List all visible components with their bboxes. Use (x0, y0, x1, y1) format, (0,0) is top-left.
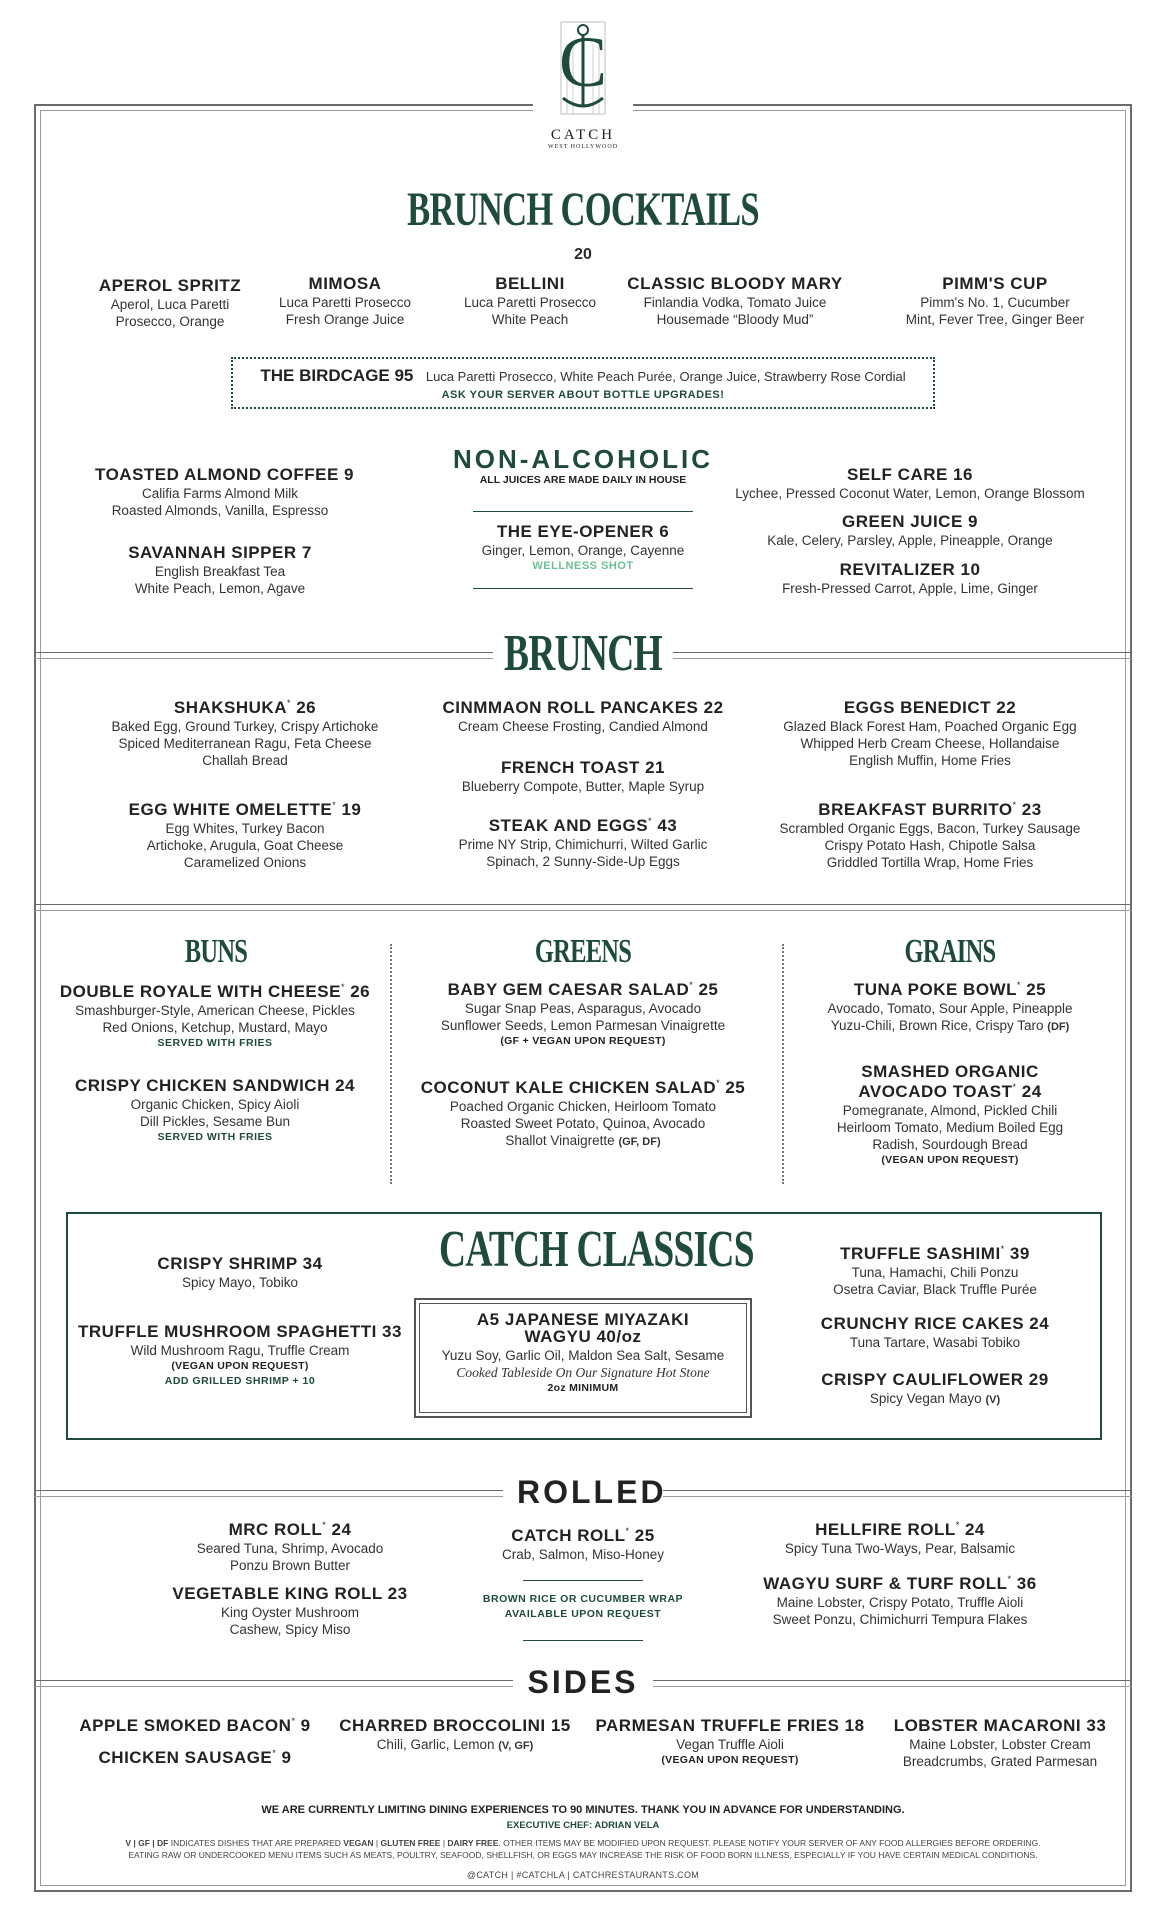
greens-baby-gem-caesar: BABY GEM CAESAR SALAD* 25 Sugar Snap Peas, Asparagus, Avocado Sunflower Seeds, Lemon Parmesan Vinaigrette (GF + VEGAN UPON REQUEST) (440, 980, 726, 1047)
brunch-steak-and-eggs: STEAK AND EGGS* 43 Prime NY Strip, Chimichurri, Wilted Garlic Spinach, 2 Sunny-Side-Up Eggs (458, 816, 708, 869)
catch-logo (533, 14, 633, 154)
classics-a5-wagyu: A5 JAPANESE MIYAZAKI WAGYU 40/oz Yuzu Soy, Garlic Oil, Maldon Sea Salt, Sesame Cooked Tableside On Our Signature Hot Stone 2oz MINIMUM (441, 1310, 725, 1394)
rolled-hellfire-roll: HELLFIRE ROLL* 24 Spicy Tuna Two-Ways, Pear, Balsamic (784, 1520, 1016, 1556)
buns-crispy-chicken-sandwich: CRISPY CHICKEN SANDWICH 24 Organic Chicken, Spicy Aioli Dill Pickles, Sesame Bun SERVED WITH FRIES (74, 1076, 355, 1143)
rolled-divider-bottom (523, 1640, 643, 1641)
buns-title: BUNS (184, 933, 248, 970)
rolled-title: ROLLED (503, 1474, 663, 1511)
rolled-wagyu-surf-turf-roll: WAGYU SURF & TURF ROLL* 36 Maine Lobster, Crispy Potato, Truffle Aioli Sweet Ponzu, Chimichurri Tempura Flakes (763, 1574, 1037, 1627)
rolled-wrap-note: BROWN RICE OR CUCUMBER WRAP AVAILABLE UPON REQUEST (482, 1593, 684, 1620)
brunch-eggs-benedict: EGGS BENEDICT 22 Glazed Black Forest Ham, Poached Organic Egg Whipped Herb Cream Cheese, Hollandaise English Muffin, Home Fries (783, 698, 1077, 768)
sides-apple-smoked-bacon: APPLE SMOKED BACON* 9 (79, 1716, 311, 1735)
rolled-vegetable-king-roll: VEGETABLE KING ROLL 23 King Oyster Mushroom Cashew, Spicy Miso (172, 1584, 408, 1637)
bowls-rule-bottom (34, 910, 1132, 911)
nonalc-savannah-sipper: SAVANNAH SIPPER 7 English Breakfast Tea White Peach, Lemon, Agave (128, 543, 312, 596)
classics-truffle-sashimi: TRUFFLE SASHIMI* 39 Tuna, Hamachi, Chili Ponzu Osetra Caviar, Black Truffle Purée (833, 1244, 1037, 1297)
brunch-egg-white-omelette: EGG WHITE OMELETTE* 19 Egg Whites, Turkey Bacon Artichoke, Arugula, Goat Cheese Caramelized Onions (128, 800, 362, 870)
cocktails-title: BRUNCH COCKTAILS (407, 183, 759, 236)
birdcage-note: ASK YOUR SERVER ABOUT BOTTLE UPGRADES! (441, 389, 725, 401)
brunch-french-toast: FRENCH TOAST 21 Blueberry Compote, Butter, Maple Syrup (461, 758, 705, 794)
nonalc-green-juice: GREEN JUICE 9 Kale, Celery, Parsley, Apple, Pineapple, Orange (767, 512, 1053, 548)
nonalc-title: NON-ALCOHOLIC (453, 444, 713, 474)
cocktail-pimms-cup: PIMM'S CUP Pimm's No. 1, Cucumber Mint, Fever Tree, Ginger Beer (905, 274, 1085, 327)
greens-coconut-kale-chicken: COCONUT KALE CHICKEN SALAD* 25 Poached Organic Chicken, Heirloom Tomato Roasted Sweet Potato, Quinoa, Avocado Shallot Vinaigrette (GF, DF) (420, 1078, 746, 1148)
footer-executive-chef: EXECUTIVE CHEF: ADRIAN VELA (506, 1820, 660, 1831)
column-divider-left (390, 944, 392, 1184)
cocktails-price: 20 (574, 246, 592, 263)
grains-smashed-avocado-toast: SMASHED ORGANIC AVOCADO TOAST* 24 Pomegranate, Almond, Pickled Chili Heirloom Tomato, Medium Boiled Egg Radish, Sourdough Bread (VEGAN UPON REQUEST) (836, 1062, 1064, 1166)
logo-location: WEST HOLLYWOOD (547, 144, 619, 150)
brunch-title: BRUNCH (504, 625, 662, 682)
anchor-logo-icon (533, 14, 633, 124)
sides-chicken-sausage: CHICKEN SAUSAGE* 9 (98, 1748, 292, 1767)
grains-title: GRAINS (904, 933, 996, 970)
cocktail-classic-bloody-mary: CLASSIC BLOODY MARY Finlandia Vodka, Tomato Juice Housemade “Bloody Mud” (627, 274, 843, 327)
nonalc-toasted-almond-coffee: TOASTED ALMOND COFFEE 9 Califia Farms Almond Milk Roasted Almonds, Vanilla, Espresso (95, 465, 354, 518)
logo-name: CATCH (550, 127, 616, 143)
classics-crispy-shrimp: CRISPY SHRIMP 34 Spicy Mayo, Tobiko (157, 1254, 323, 1290)
birdcage-line (231, 366, 935, 386)
sides-parmesan-truffle-fries: PARMESAN TRUFFLE FRIES 18 Vegan Truffle Aioli (VEGAN UPON REQUEST) (595, 1716, 865, 1766)
birdcage-name: THE BIRDCAGE 95 (260, 366, 414, 385)
greens-title: GREENS (534, 933, 632, 970)
footer-limit-notice: WE ARE CURRENTLY LIMITING DINING EXPERIENCES TO 90 MINUTES. THANK YOU IN ADVANCE FOR UNDERSTANDING. (261, 1804, 905, 1816)
brunch-shakshuka: SHAKSHUKA* 26 Baked Egg, Ground Turkey, Crispy Artichoke Spiced Mediterranean Ragu, Feta Cheese Challah Bread (111, 698, 379, 768)
classics-crunchy-rice-cakes: CRUNCHY RICE CAKES 24 Tuna Tartare, Wasabi Tobiko (820, 1314, 1050, 1350)
rolled-divider-top (523, 1580, 643, 1581)
column-divider-right (782, 944, 784, 1184)
brunch-cinnamon-roll-pancakes: CINMMAON ROLL PANCAKES 22 Cream Cheese Frosting, Candied Almond (442, 698, 724, 734)
rolled-mrc-roll: MRC ROLL* 24 Seared Tuna, Shrimp, Avocado Ponzu Brown Butter (196, 1520, 384, 1573)
logo-letter: C (558, 22, 608, 102)
nonalc-eye-opener: THE EYE-OPENER 6 Ginger, Lemon, Orange, Cayenne WELLNESS SHOT (481, 522, 685, 572)
nonalc-divider-top (473, 511, 693, 512)
bowls-rule-top (34, 904, 1132, 905)
nonalc-revitalizer: REVITALIZER 10 Fresh-Pressed Carrot, Apple, Lime, Ginger (782, 560, 1038, 596)
grains-tuna-poke-bowl: TUNA POKE BOWL* 25 Avocado, Tomato, Sour Apple, Pineapple Yuzu-Chili, Brown Rice, Crispy Taro (DF) (827, 980, 1073, 1033)
cocktail-aperol-spritz: APEROL SPRITZ Aperol, Luca Paretti Prosecco, Orange (98, 276, 242, 329)
sides-charred-broccolini: CHARRED BROCCOLINI 15 Chili, Garlic, Lemon (V, GF) (339, 1716, 571, 1752)
nonalc-subtitle: ALL JUICES ARE MADE DAILY IN HOUSE (479, 474, 687, 486)
sides-lobster-macaroni: LOBSTER MACARONI 33 Maine Lobster, Lobster Cream Breadcrumbs, Grated Parmesan (893, 1716, 1107, 1769)
sides-title: SIDES (513, 1664, 653, 1701)
rolled-catch-roll: CATCH ROLL* 25 Crab, Salmon, Miso-Honey (501, 1526, 665, 1562)
buns-double-royale: DOUBLE ROYALE WITH CHEESE* 26 Smashburger-Style, American Cheese, Pickles Red Onions, Ketchup, Mustard, Mayo SERVED WITH FRIES (59, 982, 371, 1049)
brunch-breakfast-burrito: BREAKFAST BURRITO* 23 Scrambled Organic Eggs, Bacon, Turkey Sausage Crispy Potato Hash, Chipotle Salsa Griddled Tortilla Wrap, Home Fries (779, 800, 1081, 870)
footer-legend: V | GF | DF INDICATES DISHES THAT ARE PREPARED VEGAN | GLUTEN FREE | DAIRY FREE. OTHER ITEMS MAY BE MODIFIED UPON REQUEST. PLEASE NOTIFY YOUR SERVER OF ANY FOOD ALLERGIES BEFORE ORDERING. (125, 1838, 1041, 1848)
birdcage-desc: Luca Paretti Prosecco, White Peach Purée, Orange Juice, Strawberry Rose Cordial (425, 369, 906, 384)
cocktail-mimosa: MIMOSA Luca Paretti Prosecco Fresh Orange Juice (278, 274, 412, 327)
classics-truffle-mushroom-spaghetti: TRUFFLE MUSHROOM SPAGHETTI 33 Wild Mushroom Ragu, Truffle Cream (VEGAN UPON REQUEST) ADD GRILLED SHRIMP + 10 (78, 1322, 402, 1387)
nonalc-self-care: SELF CARE 16 Lychee, Pressed Coconut Water, Lemon, Orange Blossom (735, 465, 1085, 501)
footer-raw-warning: EATING RAW OR UNDERCOOKED MENU ITEMS SUCH AS MEATS, POULTRY, SEAFOOD, SHELLFISH, OR EGGS MAY INCREASE THE RISK OF FOOD BORN ILLNESS, ESPECIALLY IF YOU HAVE CERTAIN MEDICAL CONDITIONS. (128, 1850, 1038, 1860)
nonalc-divider-bottom (473, 588, 693, 589)
footer-social-links[interactable]: @CATCH | #CATCHLA | CATCHRESTAURANTS.COM (466, 1870, 700, 1880)
classics-crispy-cauliflower: CRISPY CAULIFLOWER 29 Spicy Vegan Mayo (V) (821, 1370, 1049, 1406)
cocktail-bellini: BELLINI Luca Paretti Prosecco White Peach (463, 274, 597, 327)
classics-title: CATCH CLASSICS (439, 1221, 754, 1278)
